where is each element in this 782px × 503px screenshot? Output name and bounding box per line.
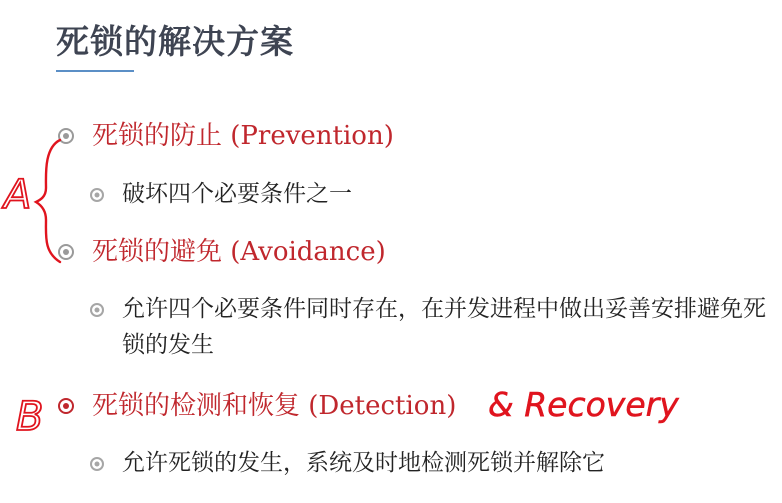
bullet-icon bbox=[88, 186, 106, 204]
bullet-item-avoidance bbox=[56, 236, 386, 269]
bullet-text: 允许死锁的发生，系统及时地检测死锁并解除它 bbox=[122, 450, 605, 476]
bullet-icon bbox=[56, 396, 76, 416]
sub-item-allow-deadlock bbox=[88, 446, 605, 482]
bullet-text: 允许四个必要条件同时存在，在并发进程中做出妥善安排避免死锁的发生 bbox=[122, 296, 766, 358]
bullet-item-prevention bbox=[56, 120, 394, 153]
bullet-text: 死锁的防止 (Prevention) bbox=[92, 121, 394, 151]
bullet-item-detection bbox=[56, 390, 456, 423]
annotation-letter-a: A bbox=[4, 172, 32, 218]
slide-title: 死锁的解决方案 bbox=[56, 22, 294, 61]
annotation-letter-b: B bbox=[16, 394, 44, 440]
sub-item-allow-conditions bbox=[88, 292, 768, 363]
bullet-icon bbox=[88, 301, 106, 319]
bullet-text: 死锁的避免 (Avoidance) bbox=[92, 237, 386, 267]
annotation-recovery: & Recovery bbox=[488, 385, 679, 424]
bullet-text: 死锁的检测和恢复 (Detection) bbox=[92, 391, 457, 421]
title-underline bbox=[56, 70, 134, 72]
bullet-icon bbox=[56, 242, 76, 262]
sub-item-break-conditions bbox=[88, 177, 352, 213]
bullet-icon bbox=[88, 455, 106, 473]
bullet-text: 破坏四个必要条件之一 bbox=[122, 181, 352, 207]
bullet-icon bbox=[56, 126, 76, 146]
